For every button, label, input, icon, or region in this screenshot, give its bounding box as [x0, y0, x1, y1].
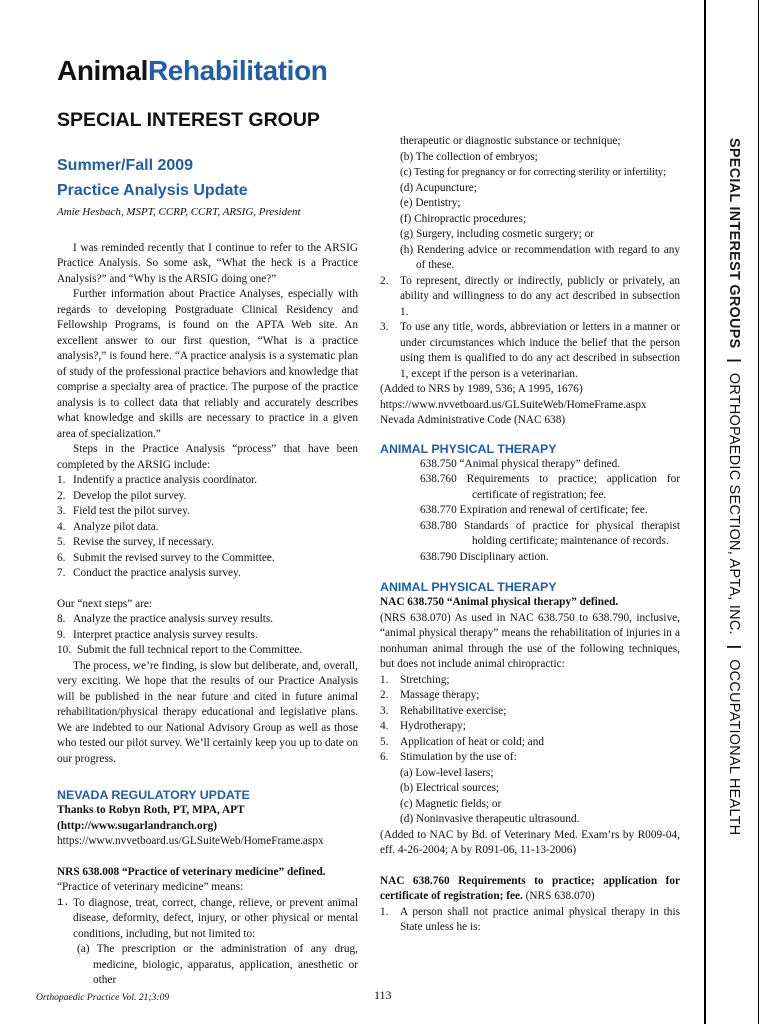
list-item: 7. Conduct the practice analysis survey.: [57, 567, 241, 579]
sidebar-separator: |: [726, 358, 742, 363]
url-link[interactable]: (http://www.sugarlandranch.org): [57, 819, 218, 832]
page-edge-rule-inner: [758, 0, 759, 1024]
page-title: [57, 52, 327, 90]
next-steps-list: [57, 612, 358, 659]
list-item: 1. To diagnose, treat, correct, change, relieve, or prevent animal disease, deformity, defect, injury, or other physical or mental conditions, including, but not limited to:: [57, 896, 358, 940]
list-subitem: (e) Dentistry;: [400, 197, 461, 209]
nrs-continued: [380, 134, 680, 150]
added-note: (Added to NAC by Bd. of Veterinary Med. Exam’rs by R009-04, eff. 4-26-2004; A by R091-06, 11-13-2006): [380, 828, 680, 856]
nac-750-title: NAC 638.750 “Animal physical therapy” defined.: [380, 596, 619, 608]
url-link[interactable]: https://www.nvvetboard.us/GLSuiteWeb/HomeFrame.aspx: [380, 398, 647, 411]
list-subitem: (d) Noninvasive therapeutic ultrasound.: [400, 813, 580, 825]
next-steps-label: Our “next steps” are:: [57, 597, 153, 610]
list-item: 2. To represent, directly or indirectly, publicly or privately, an ability and willingness to do any act described in subsection 1.: [380, 274, 680, 318]
page-subtitle: SPECIAL INTEREST GROUP: [57, 109, 320, 131]
article-title-line1: Summer/Fall 2009: [57, 157, 194, 174]
thanks-line: Thanks to Robyn Roth, PT, MPA, APT: [57, 804, 245, 816]
nac-760-heading: NAC 638.760 Requirements to practice; application for certificate of registration; fee. (NRS 638.070): [380, 874, 680, 902]
list-subitem: (a) The prescription or the administration of any drug, medicine, biologic, apparatus, application, anesthetic or other: [77, 943, 358, 986]
list-subitem: (g) Surgery, including cosmetic surgery; or: [400, 228, 594, 240]
list-subitem: (a) Low-level lasers;: [400, 766, 494, 779]
list-subitem: (c) Magnetic fields; or: [400, 797, 502, 810]
list-item: 3. Field test the pilot survey.: [57, 505, 190, 517]
list-item: 2. Develop the pilot survey.: [57, 489, 187, 502]
sidebar-item-sig: SPECIAL INTEREST GROUPS: [726, 138, 742, 349]
list-subitem: (h) Rendering advice or recommendation with regard to any of these.: [400, 243, 680, 271]
list-item: 4. Hydrotherapy;: [380, 720, 466, 732]
sidebar-text: [719, 138, 749, 898]
list-item: 6. Stimulation by the use of:: [380, 751, 517, 763]
url-link[interactable]: https://www.nvvetboard.us/GLSuiteWeb/HomeFrame.aspx: [57, 835, 324, 847]
list-item: 10. Submit the full technical report to the Committee.: [57, 644, 303, 656]
techniques-list: [380, 673, 680, 766]
paragraph: I was reminded recently that I continue to refer to the ARSIG Practice Analysis. So some ask, “What the heck is a Practice Analysis?” and “Why is the ARSIG doing one?”: [57, 241, 358, 285]
apt-code-list: [380, 457, 680, 566]
list-item: 3. Rehabilitative exercise;: [380, 704, 507, 717]
list-subitem: therapeutic or diagnostic substance or technique;: [400, 135, 621, 147]
right-column: [380, 135, 680, 936]
footer-journal: Orthopaedic Practice Vol. 21;3:09: [36, 992, 170, 1003]
list-item: 3. To use any title, words, abbreviation or letters in a manner or under circumstances which induce the belief that the person using them is qualified to do any act described in subsection 1, except if the person is a veterinarian.: [380, 321, 680, 380]
title-part-rehabilitation: Rehabilitation: [147, 55, 328, 86]
sidebar-separator: |: [726, 644, 742, 650]
added-note: (Added to NRS by 1989, 536; A 1995, 1676): [380, 383, 583, 395]
left-column: [57, 153, 358, 989]
nrs-title: NRS 638.008 “Practice of veterinary medicine” defined.: [57, 865, 326, 878]
sidebar-item-orthopaedic: ORTHOPAEDIC SECTION, APTA, INC.: [726, 372, 742, 635]
list-item: 638.790 Disciplinary action.: [420, 550, 549, 563]
list-item: 638.780 Standards of practice for physical therapist holding certificate; maintenance of records.: [420, 519, 680, 547]
list-item: 8. Analyze the practice analysis survey results.: [57, 613, 274, 625]
list-item: 1. Stretching;: [380, 673, 450, 686]
title-part-animal: Animal: [57, 55, 148, 86]
steps-list: [57, 473, 358, 582]
list-item: 5. Revise the survey, if necessary.: [57, 536, 214, 548]
paragraph: Steps in the Practice Analysis “process” that have been completed by the ARSIG include:: [57, 443, 358, 471]
page-number: 113: [374, 988, 392, 1002]
list-item: 638.760 Requirements to practice; application for certificate of registration; fee.: [420, 473, 680, 501]
paragraph: Further information about Practice Analyses, especially with regards to developing Postgraduate Clinical Residency and Fellowship Programs, is found on the APTA Web site. An excellent answer to our first question, “What is a practice analysis?,” is found here. “A practice analysis is a systematic plan of study of the professional practice behaviors and knowledge that comprise a specialty area of practice. The purpose of the practice analysis is to collect data that reliably and accurately describes what knowledge and skills are necessary to practice in a given area of specialization.”: [57, 288, 358, 440]
section-heading-apt-2: ANIMAL PHYSICAL THERAPY: [380, 580, 557, 594]
vertical-sidebar: [719, 138, 749, 898]
list-subitem: (d) Acupuncture;: [400, 181, 477, 194]
list-subitem: (b) Electrical sources;: [400, 782, 500, 794]
nrs-subitem-list: [380, 150, 680, 274]
sidebar-item-occupational: OCCUPATIONAL HEALTH: [726, 659, 742, 836]
list-item: 9. Interpret practice analysis survey results.: [57, 628, 258, 641]
nac-750-body: (NRS 638.070) As used in NAC 638.750 to 638.790, inclusive, “animal physical therapy” means the rehabilitation of injuries in a nonhuman animal through the use of the following techniques, but does not include animal chiropractic:: [380, 611, 680, 670]
article-title-line2: Practice Analysis Update: [57, 182, 248, 199]
nrs-means: “Practice of veterinary medicine” means:: [57, 881, 244, 893]
page-edge-rule: [704, 0, 706, 1024]
paragraph: The process, we’re finding, is slow but deliberate, and, overall, very exciting. We hope that the results of our Practice Analysis will be published in the near future and cited in future animal rehabilitation/physical therapy educational and legislative plans. We are indebted to our National Advisory Group as well as those who tested our pilot survey. We’ll certainly keep you up to date on our progress.: [57, 659, 358, 765]
list-subitem: (c) Testing for pregnancy or for correcting sterility or infertility;: [400, 167, 666, 178]
list-item: 4. Analyze pilot data.: [57, 520, 159, 533]
list-item: 5. Application of heat or cold; and: [380, 735, 544, 748]
list-subitem: (f) Chiropractic procedures;: [400, 212, 527, 225]
list-item: 1. A person shall not practice animal physical therapy in this State unless he is:: [380, 905, 680, 933]
list-item: 638.750 “Animal physical therapy” defined.: [420, 457, 621, 470]
list-subitem: (b) The collection of embryos;: [400, 150, 538, 163]
list-item: 638.770 Expiration and renewal of certificate; fee.: [420, 504, 648, 516]
article-byline: Amie Hesbach, MSPT, CCRP, CCRT, ARSIG, President: [57, 206, 301, 218]
section-heading-nevada: NEVADA REGULATORY UPDATE: [57, 788, 250, 802]
list-item: 1. Indentify a practice analysis coordinator.: [57, 474, 258, 486]
section-heading-apt: ANIMAL PHYSICAL THERAPY: [380, 441, 557, 456]
list-item: 6. Submit the revised survey to the Committee.: [57, 551, 275, 564]
list-item: 2. Massage therapy;: [380, 689, 480, 701]
stimulation-list: [380, 766, 680, 828]
nac-label: Nevada Administrative Code (NAC 638): [380, 414, 566, 426]
